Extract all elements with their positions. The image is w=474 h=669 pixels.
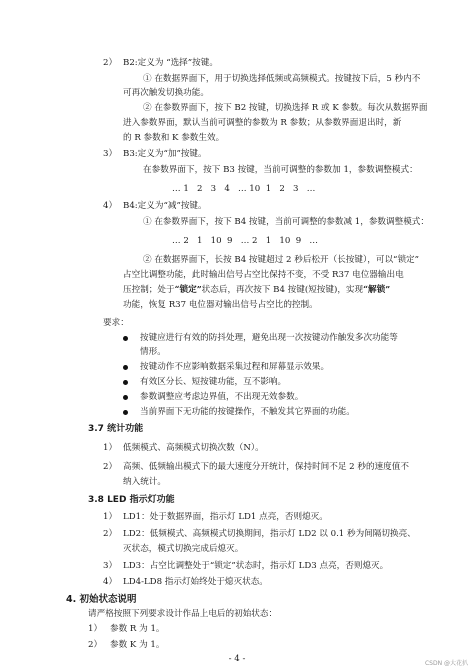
bullet-icon — [123, 380, 128, 385]
stat-item: 高频、低频输出模式下的最大速度分开统计，保持时间不足 2 秒的速度值不 — [123, 462, 409, 472]
item-number: 1） — [103, 443, 118, 453]
led-item: 灭状态，模式切换完成后熄灭。 — [123, 544, 244, 554]
requirement-item: 有效区分长、短按键功能，互不影响。 — [140, 377, 287, 387]
led-item: LD4-LD8 指示灯始终处于熄灭状态。 — [123, 577, 268, 587]
item-number: 3） — [103, 149, 118, 159]
lock-word: “锁定” — [174, 285, 202, 295]
section-4-heading: 4. 初始状态说明 — [66, 594, 137, 605]
item-number: 2） — [88, 640, 103, 650]
b3-sequence: … 1 2 3 4 … 10 1 2 3 … — [172, 184, 316, 194]
init-item: 参数 K 为 1。 — [110, 640, 165, 650]
b2-line: 可再次触发切换功能。 — [123, 88, 209, 98]
requirement-item: 按键应进行有效的防抖处理，避免出现一次按键动作触发多次功能等 — [140, 333, 398, 343]
b4-line: ① 在参数界面下，按下 B4 按键，当前可调整的参数减 1，参数调整模式： — [143, 217, 429, 227]
unlock-word: “解锁” — [363, 285, 391, 295]
b4-line: 压控制；处于“锁定”状态后，再次按下 B4 按键(短按键)，实现“解锁” — [123, 285, 391, 295]
section-3-8-heading: 3.8 LED 指示灯功能 — [88, 495, 175, 505]
item-number: 1） — [103, 512, 118, 522]
requirement-item: 按键动作不应影响数据采集过程和屏幕显示效果。 — [140, 362, 330, 372]
page-number: - 4 - — [228, 654, 246, 664]
led-item: LD3：占空比调整处于“锁定”状态时，指示灯 LD3 点亮，否则熄灭。 — [123, 561, 389, 571]
bullet-icon — [123, 336, 128, 341]
b4-line: ② 在数据界面下，长按 B4 按键超过 2 秒后松开（长按键），可以“锁定” — [143, 255, 420, 265]
item-number: 4） — [103, 201, 118, 211]
bullet-icon — [123, 365, 128, 370]
b2-title: B2:定义为 “选择”按键。 — [123, 58, 218, 68]
stat-item: 低频模式、高频模式切换次数（N）。 — [123, 443, 264, 453]
b2-line: 的 R 参数和 K 参数生效。 — [123, 133, 225, 143]
b4-line: 功能，恢复 R37 电位器对输出信号占空比的控制。 — [123, 300, 318, 310]
led-item: LD2：低频模式、高频模式切换期间，指示灯 LD2 以 0.1 秒为间隔切换亮、 — [123, 529, 416, 539]
b4-line: 占空比调整功能，此时输出信号占空比保持不变，不受 R37 电位器输出电 — [123, 270, 404, 280]
item-number: 3） — [103, 561, 118, 571]
requirement-item: 情形。 — [140, 347, 166, 357]
item-number: 2） — [103, 58, 118, 68]
item-number: 2） — [103, 529, 118, 539]
b4-title: B4:定义为“减”按键。 — [123, 201, 207, 211]
item-number: 4） — [103, 577, 118, 587]
b2-line: ① 在数据界面下，用于切换选择低频或高频模式。按键按下后，5 秒内不 — [143, 74, 421, 84]
b3-title: B3:定义为“加”按键。 — [123, 149, 207, 159]
stat-item: 纳入统计。 — [123, 477, 166, 487]
bullet-icon — [123, 395, 128, 400]
bullet-icon — [123, 410, 128, 415]
b2-line: ② 在参数界面下，按下 B2 按键，切换选择 R 或 K 参数。每次从数据界面 — [143, 103, 428, 113]
b3-line: 在参数界面下，按下 B3 按键，当前可调整的参数加 1，参数调整模式： — [143, 165, 418, 175]
requirement-item: 当前界面下无功能的按键操作，不触发其它界面的功能。 — [140, 407, 355, 417]
requirements-title: 要求： — [103, 318, 129, 328]
item-number: 2） — [103, 462, 118, 472]
led-item: LD1：处于数据界面，指示灯 LD1 点亮，否则熄灭。 — [123, 512, 328, 522]
section-3-7-heading: 3.7 统计功能 — [88, 424, 144, 434]
watermark: CSDN @大花扒 — [424, 660, 468, 667]
item-number: 1） — [88, 624, 103, 634]
init-item: 参数 R 为 1。 — [110, 624, 165, 634]
section-4-intro: 请严格按照下列要求设计作品上电后的初始状态： — [88, 609, 278, 619]
b2-line: 进入参数界面，默认当前可调整的参数为 R 参数；从参数界面退出时，新 — [123, 118, 402, 128]
b4-sequence: … 2 1 10 9 … 2 1 10 9 … — [172, 236, 319, 246]
requirement-item: 参数调整应考虑边界值，不出现无效参数。 — [140, 392, 304, 402]
